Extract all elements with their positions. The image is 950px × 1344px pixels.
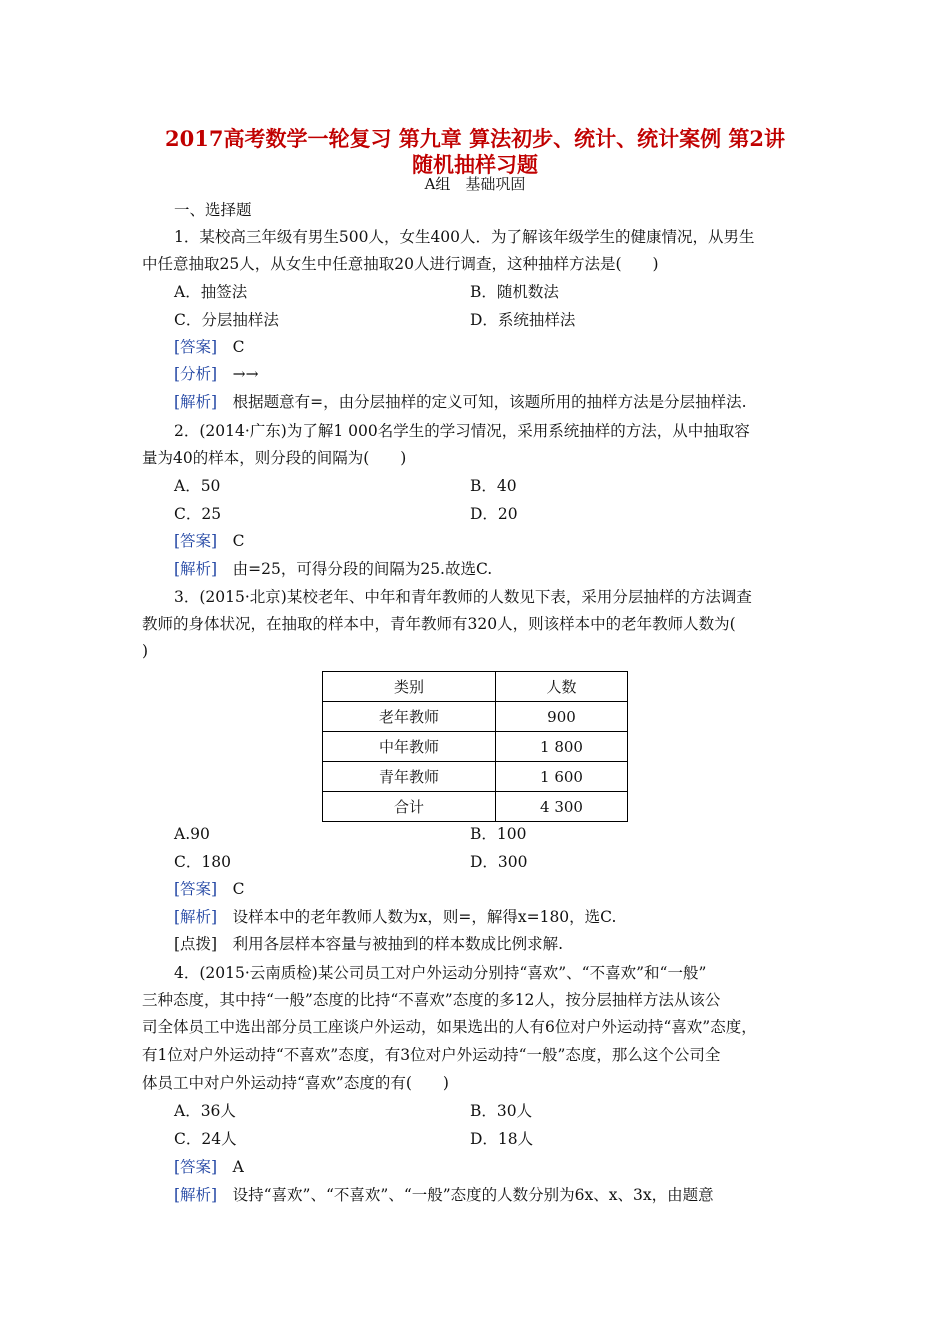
q2-stem-line2: 量为40的样本，则分段的间隔为( ) bbox=[142, 449, 407, 467]
q4-solution bbox=[174, 1185, 714, 1205]
table-cell: 4 300 bbox=[496, 792, 628, 822]
q4-stem-line4: 有1位对户外运动持“不喜欢”态度，有3位对户外运动持“一般”态度，那么这个公司全 bbox=[142, 1046, 721, 1064]
q4-stem-line5: 体员工中对户外运动持“喜欢”态度的有( ) bbox=[142, 1074, 449, 1092]
q3-option-c: C．180 bbox=[174, 853, 231, 871]
table-header-row bbox=[323, 672, 628, 702]
table-row bbox=[323, 762, 628, 792]
solution-tag: [解析] bbox=[174, 393, 218, 411]
q2-option-c: C．25 bbox=[174, 505, 222, 523]
analysis-tag: [分析] bbox=[174, 365, 218, 383]
answer-tag: [答案] bbox=[174, 338, 218, 356]
answer-value: C bbox=[232, 338, 245, 356]
q4-stem-line1: 4．(2015·云南质检)某公司员工对户外运动分别持“喜欢”、“不喜欢”和“一般” bbox=[174, 964, 707, 982]
table-header-cell: 人数 bbox=[496, 672, 628, 702]
solution-text: 设样本中的老年教师人数为x，则=，解得x=180，选C. bbox=[232, 908, 617, 926]
answer-value: C bbox=[232, 532, 245, 550]
q4-option-c: C．24人 bbox=[174, 1130, 237, 1148]
q1-stem-line1: 1．某校高三年级有男生500人，女生400人．为了解该年级学生的健康情况，从男生 bbox=[174, 228, 755, 246]
q1-solution bbox=[174, 392, 747, 412]
q4-option-a: A．36人 bbox=[174, 1102, 236, 1120]
table-header-cell: 类别 bbox=[323, 672, 496, 702]
q3-answer bbox=[174, 879, 245, 899]
q1-option-c: C．分层抽样法 bbox=[174, 311, 279, 329]
q3-stem-line2: 教师的身体状况，在抽取的样本中，青年教师有320人，则该样本中的老年教师人数为( bbox=[142, 615, 736, 633]
table-cell: 青年教师 bbox=[323, 762, 496, 792]
q4-option-b: B．30人 bbox=[470, 1102, 533, 1120]
q3-option-b: B．100 bbox=[470, 825, 527, 843]
solution-tag: [解析] bbox=[174, 1186, 218, 1204]
q3-option-d: D．300 bbox=[470, 853, 528, 871]
section-heading: 一、选择题 bbox=[174, 201, 252, 219]
q1-analysis bbox=[174, 364, 259, 384]
solution-tag: [解析] bbox=[174, 560, 218, 578]
q1-stem-line2: 中任意抽取25人，从女生中任意抽取20人进行调查，这种抽样方法是( ) bbox=[142, 255, 659, 273]
hint-text: 利用各层样本容量与被抽到的样本数成比例求解. bbox=[232, 935, 564, 953]
q2-option-b: B．40 bbox=[470, 477, 517, 495]
table-row bbox=[323, 702, 628, 732]
answer-tag: [答案] bbox=[174, 880, 218, 898]
group-heading: A组 基础巩固 bbox=[424, 175, 526, 193]
q1-option-b: B．随机数法 bbox=[470, 283, 559, 301]
doc-title-line2: 随机抽样习题 bbox=[412, 152, 538, 177]
q2-option-a: A．50 bbox=[174, 477, 221, 495]
table-row bbox=[323, 732, 628, 762]
q3-hint bbox=[174, 934, 563, 954]
q1-option-d: D．系统抽样法 bbox=[470, 311, 576, 329]
q3-solution bbox=[174, 907, 616, 927]
answer-tag: [答案] bbox=[174, 1158, 218, 1176]
solution-text: 设持“喜欢”、“不喜欢”、“一般”态度的人数分别为6x、x、3x，由题意 bbox=[232, 1186, 714, 1204]
table-cell: 合计 bbox=[323, 792, 496, 822]
q2-solution bbox=[174, 559, 492, 579]
hint-tag: [点拨] bbox=[174, 935, 218, 953]
answer-value: C bbox=[232, 880, 245, 898]
q2-answer bbox=[174, 531, 245, 551]
q3-stem-line3: ) bbox=[142, 642, 149, 660]
q3-option-a: A.90 bbox=[174, 825, 210, 843]
table-cell: 中年教师 bbox=[323, 732, 496, 762]
q3-teacher-table bbox=[322, 671, 628, 822]
answer-tag: [答案] bbox=[174, 532, 218, 550]
analysis-text: →→ bbox=[232, 365, 259, 383]
solution-text: 由=25，可得分段的间隔为25.故选C. bbox=[232, 560, 493, 578]
solution-tag: [解析] bbox=[174, 908, 218, 926]
table-cell: 900 bbox=[496, 702, 628, 732]
table-cell: 1 600 bbox=[496, 762, 628, 792]
answer-value: A bbox=[232, 1158, 244, 1176]
q4-answer bbox=[174, 1157, 244, 1177]
table-row bbox=[323, 792, 628, 822]
table-cell: 1 800 bbox=[496, 732, 628, 762]
solution-text: 根据题意有=，由分层抽样的定义可知，该题所用的抽样方法是分层抽样法. bbox=[232, 393, 747, 411]
table-cell: 老年教师 bbox=[323, 702, 496, 732]
q1-option-a: A．抽签法 bbox=[174, 283, 248, 301]
q2-stem-line1: 2．(2014·广东)为了解1 000名学生的学习情况，采用系统抽样的方法，从中抽取容 bbox=[174, 422, 750, 440]
q4-option-d: D．18人 bbox=[470, 1130, 534, 1148]
q3-stem-line1: 3．(2015·北京)某校老年、中年和青年教师的人数见下表，采用分层抽样的方法调查 bbox=[174, 588, 752, 606]
q2-option-d: D．20 bbox=[470, 505, 518, 523]
q4-stem-line3: 司全体员工中选出部分员工座谈户外运动，如果选出的人有6位对户外运动持“喜欢”态度， bbox=[142, 1018, 757, 1036]
q4-stem-line2: 三种态度，其中持“一般”态度的比持“不喜欢”态度的多12人，按分层抽样方法从该公 bbox=[142, 991, 721, 1009]
doc-title-line1: 2017高考数学一轮复习 第九章 算法初步、统计、统计案例 第2讲 bbox=[165, 126, 785, 151]
q1-answer bbox=[174, 337, 245, 357]
